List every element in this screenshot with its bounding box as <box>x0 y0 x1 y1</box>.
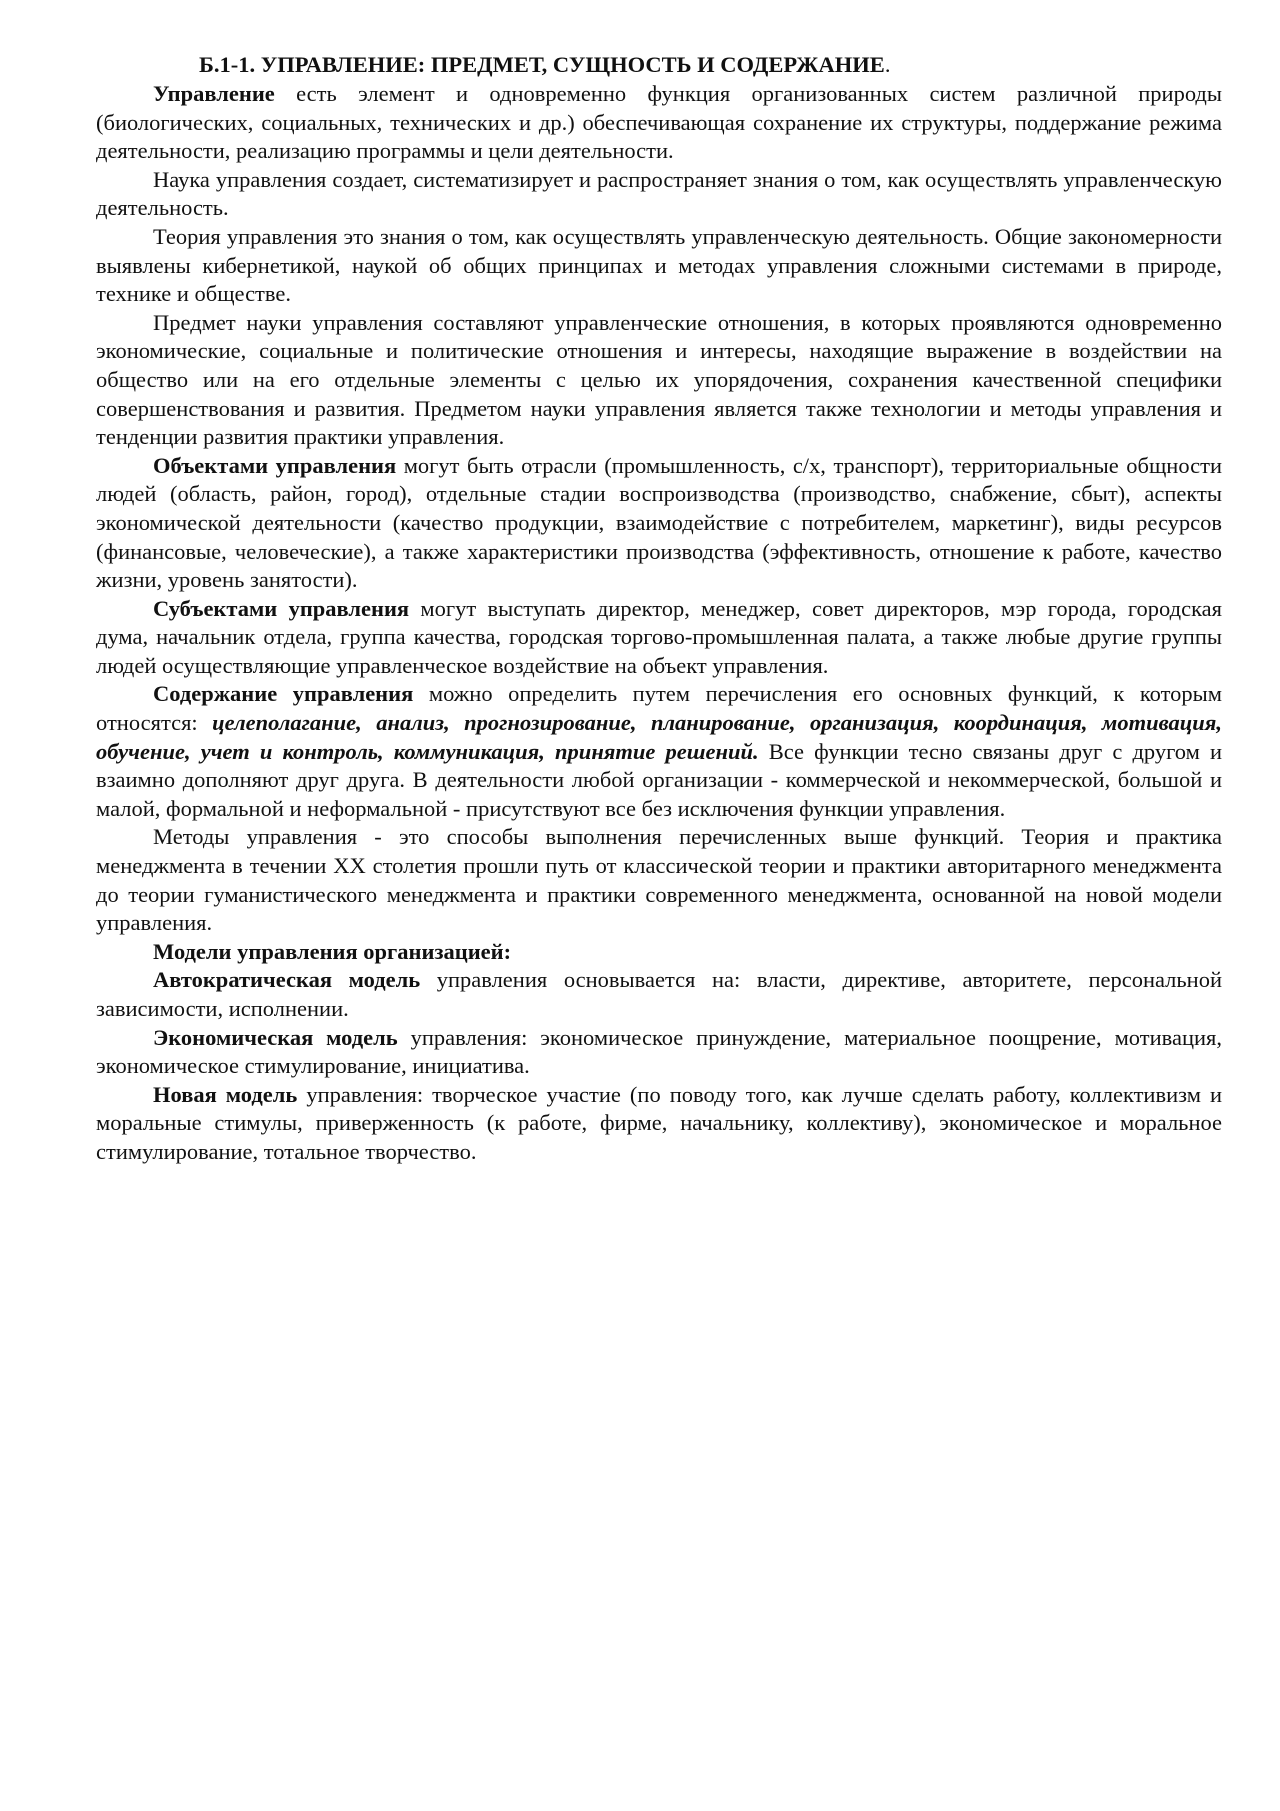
paragraph-text: управления: творческое участие (по поводу того, как лучше сделать работу, коллективизм и моральные стимулы, приверженность (к работе, фирме, начальнику, коллективу), экономическое и моральное стимулирование, тотальное творчество. <box>96 1081 1222 1164</box>
paragraph-text: можно определить путем перечисления его основных функций, к которым относятся: <box>96 681 1222 736</box>
paragraph-text: Все функции тесно связаны друг с другом и взаимно дополняют друг друга. В деятельности любой организации - коммерческой и некоммерческой, большой и малой, формальной и неформальной - присутствуют все без исключения функции управления. <box>96 738 1222 821</box>
paragraph-text: могут выступать директор, менеджер, совет директоров, мэр города, городская дума, начальник отдела, группа качества, городская торгово-промышленная палата, а также любые другие группы людей осуществляющие управленческое воздействие на объект управления. <box>96 595 1222 678</box>
term-economic-model: Экономическая модель <box>153 1024 398 1050</box>
paragraph-text: Методы управления - это способы выполнения перечисленных выше функций. Теория и практика менеджмента в течении XX столетия прошли путь от классической теории и практики авторитарного менеджмента до теории гуманистического менеджмента и практики современного менеджмента, основанной на новой модели управления. <box>96 824 1222 936</box>
paragraph-science-of-management <box>96 166 1222 223</box>
paragraph-methods-of-management <box>96 823 1222 937</box>
title-period: . <box>884 52 891 77</box>
term-subjects: Субъектами управления <box>153 595 410 621</box>
term-objects: Объектами управления <box>153 452 397 478</box>
paragraph-text: управления основывается на: власти, директиве, авторитете, персональной зависимости, исполнении. <box>96 967 1223 1021</box>
paragraph-text: могут быть отрасли (промышленность, с/х, транспорт), территориальные общности людей (область, район, город), отдельные стадии воспроизводства (производство, снабжение, сбыт), аспекты экономической деятельности (качество продукции, взаимодействие с потребителем, маркетинг), виды ресурсов (финансовые, человеческие), а также характеристики производства (эффективность, отношение к работе, качество жизни, уровень занятости). <box>96 452 1223 593</box>
paragraph-subjects-of-management <box>96 595 1222 681</box>
heading-text: Модели управления организацией: <box>153 938 512 964</box>
paragraph-theory-of-management <box>96 223 1222 309</box>
paragraph-autocratic-model <box>96 966 1222 1023</box>
term-new-model: Новая модель <box>153 1081 298 1107</box>
functions-list: целеполагание, анализ, прогнозирование, планирование, организация, координация, мотивация, обучение, учет и контроль, коммуникация, принятие решений. <box>96 710 1223 764</box>
paragraph-subject-of-science <box>96 309 1222 452</box>
paragraph-new-model <box>96 1081 1222 1167</box>
paragraph-economic-model <box>96 1024 1222 1081</box>
paragraph-text: Теория управления это знания о том, как осуществлять управленческую деятельность. Общие закономерности выявлены кибернетикой, наукой об общих принципах и методах управления сложными системами в природе, технике и обществе. <box>96 223 1222 307</box>
document-title <box>96 50 1222 80</box>
term-content: Содержание управления <box>153 681 414 707</box>
term-autocratic-model: Автократическая модель <box>153 967 421 993</box>
document-page <box>96 50 1222 1167</box>
paragraph-content-of-management <box>96 680 1222 823</box>
paragraph-text: есть элемент и одновременно функция организованных систем различной природы (биологических, социальных, технических и др.) обеспечивающая сохранение их структуры, поддержание режима деятельности, реализацию программы и цели деятельности. <box>96 81 1222 164</box>
paragraph-text: Предмет науки управления составляют управленческие отношения, в которых проявляются одновременно экономические, социальные и политические отношения и интересы, находящие выражение в воздействии на общество или на его отдельные элементы с целью их упорядочения, сохранения качественной специфики совершенствования и развития. Предметом науки управления является также технологии и методы управления и тенденции развития практики управления. <box>96 309 1222 450</box>
term-management: Управление <box>153 81 275 106</box>
paragraph-text: управления: экономическое принуждение, материальное поощрение, мотивация, экономическое стимулирование, инициатива. <box>96 1024 1223 1079</box>
paragraph-text: Наука управления создает, систематизирует и распространяет знания о том, как осуществлять управленческую деятельность. <box>96 166 1222 221</box>
paragraph-objects-of-management <box>96 452 1222 595</box>
section-heading-models <box>96 938 1222 967</box>
title-text: Б.1-1. УПРАВЛЕНИЕ: ПРЕДМЕТ, СУЩНОСТЬ И СОДЕРЖАНИЕ <box>199 52 885 77</box>
paragraph-management-definition <box>96 80 1222 166</box>
